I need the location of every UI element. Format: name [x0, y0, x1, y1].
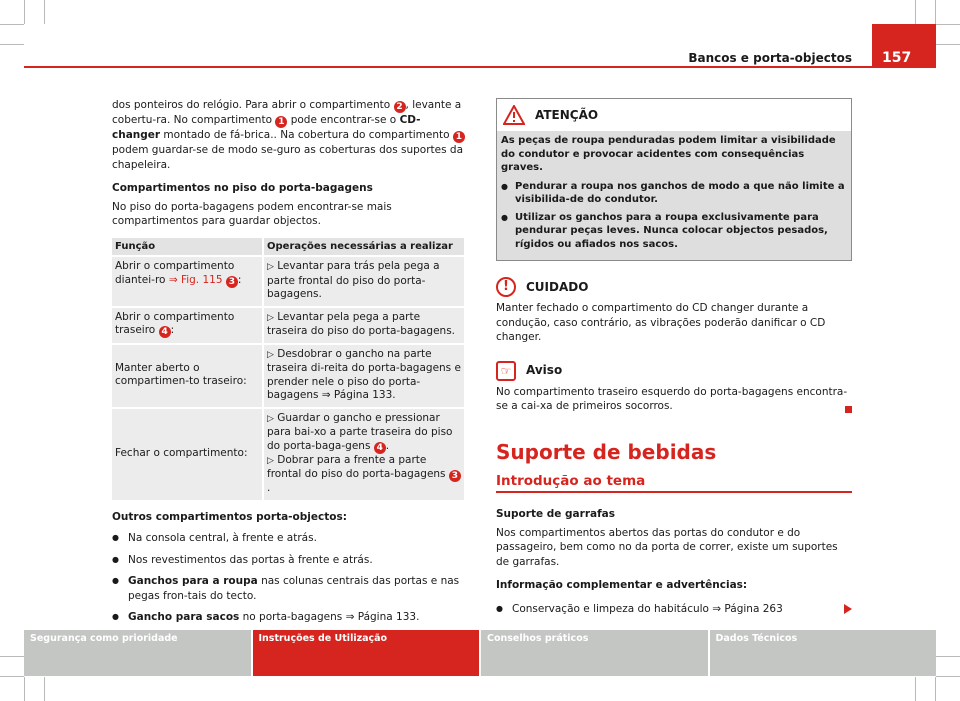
- footer-tab-safety[interactable]: Segurança como prioridade: [24, 630, 251, 676]
- crop-mark: [24, 677, 25, 701]
- warning-box: [496, 98, 852, 261]
- footer-tab-technical[interactable]: Dados Técnicos: [710, 630, 937, 676]
- table-header-operations: Operações necessárias a realizar: [264, 238, 464, 256]
- header-rule: [24, 66, 936, 68]
- callout-number: 1: [275, 116, 287, 128]
- list-item: ● Ganchos para a roupa nas colunas centrais das portas e nas pegas fron-tais do tecto.: [112, 574, 468, 603]
- note-heading: ☞ Aviso: [496, 361, 852, 381]
- table-row: Abrir o compartimento traseiro 4 : ▷ Levantar pela pega a parte traseira do piso do porta-bagagens.: [112, 306, 464, 343]
- crop-mark: [0, 24, 24, 25]
- crop-mark: [936, 24, 960, 25]
- warning-title: ATENÇÃO: [535, 107, 599, 122]
- crop-mark: [935, 0, 936, 24]
- bottles-paragraph: Nos compartimentos abertos das portas do condutor e do passageiro, bem como no da porta de correr, existe um suportes de garrafas.: [496, 526, 838, 568]
- right-column: [496, 98, 852, 623]
- figure-link[interactable]: ⇒ Fig. 115: [168, 273, 223, 286]
- crop-mark: [915, 0, 916, 24]
- list-item: ● Gancho para sacos no porta-bagagens ⇒ Página 133.: [112, 610, 468, 625]
- crop-mark: [936, 44, 960, 45]
- note-text: No compartimento traseiro esquerdo do porta-bagagens encontra-se a cai-xa de primeiros socorros.: [496, 385, 848, 412]
- table-row: Manter aberto o compartimen-to traseiro: ▷ Desdobrar o gancho na parte traseira di-reita do porta-bagagens e prender nele o piso do porta-bagagens ⇒ Página 133.: [112, 343, 464, 407]
- continue-arrow-icon: [844, 604, 852, 614]
- floor-paragraph: No piso do porta-bagagens podem encontrar-se mais compartimentos para guardar objectos.: [112, 200, 392, 227]
- exclamation-icon: !: [496, 277, 516, 297]
- list-item: ● Utilizar os ganchos para a roupa exclusivamente para pendurar peças leves. Nunca colocar objectos pesados, rígidos ou afiados nos sacos.: [501, 211, 847, 252]
- crop-mark: [44, 0, 45, 24]
- crop-mark: [24, 0, 25, 24]
- operations-table: [110, 238, 466, 500]
- list-item: ● Conservação e limpeza do habitáculo ⇒ Página 263: [496, 602, 852, 617]
- crop-mark: [44, 677, 45, 701]
- left-column: [112, 98, 468, 632]
- table-header-function: Função: [112, 238, 262, 256]
- crop-mark: [936, 656, 960, 657]
- heading-floor-compartments: Compartimentos no piso do porta-bagagens: [112, 182, 373, 194]
- crop-mark: [936, 676, 960, 677]
- crop-mark: [0, 676, 24, 677]
- crop-mark: [0, 656, 24, 657]
- subsection-title: Introdução ao tema: [496, 474, 852, 494]
- section-title: Suporte de bebidas: [496, 440, 717, 464]
- page-number: 157: [882, 50, 912, 66]
- list-item: ● Nos revestimentos das portas à frente e atrás.: [112, 553, 468, 568]
- heading-info: Informação complementar e advertências:: [496, 579, 748, 591]
- heading-other-compartments: Outros compartimentos porta-objectos:: [112, 510, 347, 523]
- callout-number: 1: [453, 131, 465, 143]
- footer-nav: [24, 630, 936, 676]
- footer-tab-instructions[interactable]: Instruções de Utilização: [253, 630, 480, 676]
- table-row: Fechar o compartimento: ▷ Guardar o gancho e pressionar para bai-xo a parte traseira do piso do porta-baga-gens 4 . ▷ Dobrar para a frente a parte frontal do piso do porta-bagagens 3.: [112, 407, 464, 500]
- list-item: ● Na consola central, à frente e atrás.: [112, 531, 468, 546]
- pointing-hand-icon: ☞: [496, 361, 516, 381]
- header-title: Bancos e porta-objectos: [688, 51, 852, 65]
- crop-mark: [0, 44, 24, 45]
- caution-text: Manter fechado o compartimento do CD changer durante a condução, caso contrário, as vibrações poderão danificar o CD changer.: [496, 302, 826, 343]
- warning-triangle-icon: [503, 105, 525, 125]
- heading-bottle-holders: Suporte de garrafas: [496, 508, 615, 520]
- callout-number: 2: [394, 101, 406, 113]
- crop-mark: [935, 677, 936, 701]
- footer-tab-tips[interactable]: Conselhos práticos: [481, 630, 708, 676]
- table-row: Abrir o compartimento diantei-ro ⇒ Fig. 115 3 : ▷ Levantar para trás pela pega a parte frontal do piso do porta-bagagens.: [112, 255, 464, 306]
- intro-paragraph: dos ponteiros do relógio. Para abrir o compartimento 2 , levante a cobertu-ra. No compartimento 1 pode encontrar-se o CD-changer montado de fá-brica.. Na cobertura do compartimento 1 podem guardar-se de modo se-guro as coberturas dos suportes da chapeleira.: [112, 99, 464, 171]
- list-item: ● Pendurar a roupa nos ganchos de modo a que não limite a visibilida-de do condutor.: [501, 180, 847, 207]
- caution-heading: ! CUIDADO: [496, 277, 852, 297]
- crop-mark: [915, 677, 916, 701]
- warning-paragraph: As peças de roupa penduradas podem limitar a visibilidade do condutor e provocar acidentes com consequências graves.: [501, 135, 836, 173]
